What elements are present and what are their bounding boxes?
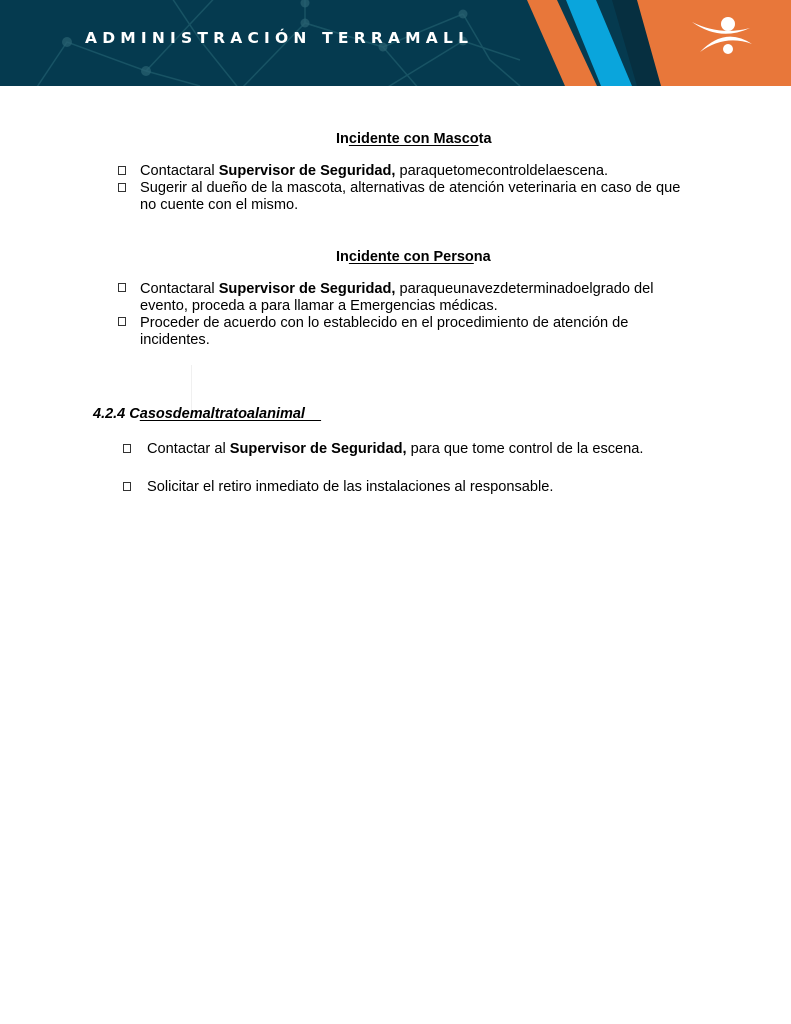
list-item [147, 441, 747, 458]
item-text: Solicitar el retiro inmediato de las instalaciones al responsable. [147, 479, 554, 495]
bullet-box-icon [123, 482, 131, 491]
page-header [0, 0, 791, 86]
subsection-number: 4.2.4 C [93, 406, 140, 422]
bullet-box-icon [118, 166, 126, 175]
heading-text: na [473, 249, 491, 265]
heading-incidente-persona [336, 249, 491, 265]
bullet-box-icon [123, 444, 131, 453]
bullet-box-icon [118, 183, 126, 192]
item-text: paraquetomecontroldelaescena. [395, 163, 609, 179]
item-text: paraqueunavezdeterminadoelgrado del evento, proceda a para llamar a Emergencias médicas. [140, 281, 654, 314]
item-bold-text: Supervisor de Seguridad, [229, 441, 407, 457]
list-item [140, 281, 680, 315]
subsection-title: asosdemaltratoalanimal [139, 406, 322, 422]
heading-incidente-mascota [336, 131, 492, 147]
item-bold-text: Supervisor de Seguridad, [218, 163, 396, 179]
item-text: Contactar al [147, 441, 230, 457]
terramall-logo-icon [690, 14, 754, 58]
item-text: para que tome control de la escena. [406, 441, 644, 457]
bullet-box-icon [118, 283, 126, 292]
subsection-heading [93, 406, 321, 422]
heading-text: In [336, 249, 349, 265]
header-title: ADMINISTRACIÓN TERRAMALL [85, 29, 474, 47]
list-item [147, 479, 747, 496]
bullet-box-icon [118, 317, 126, 326]
item-text: Proceder de acuerdo con lo establecido en el procedimiento de atención de incidentes. [140, 315, 629, 348]
heading-text: ta [478, 131, 492, 147]
item-text: Sugerir al dueño de la mascota, alternativas de atención veterinaria en caso de que no cuente con el mismo. [140, 180, 681, 213]
item-text: Contactaral [140, 281, 219, 297]
page-divider [191, 365, 192, 410]
item-text: Contactaral [140, 163, 219, 179]
heading-underlined-text: cidente con Perso [348, 249, 474, 265]
list-item [140, 163, 700, 180]
heading-text: In [336, 131, 349, 147]
item-bold-text: Supervisor de Seguridad, [218, 281, 396, 297]
heading-underlined-text: cidente con Masco [348, 131, 479, 147]
list-item [140, 180, 695, 214]
list-item [140, 315, 680, 349]
